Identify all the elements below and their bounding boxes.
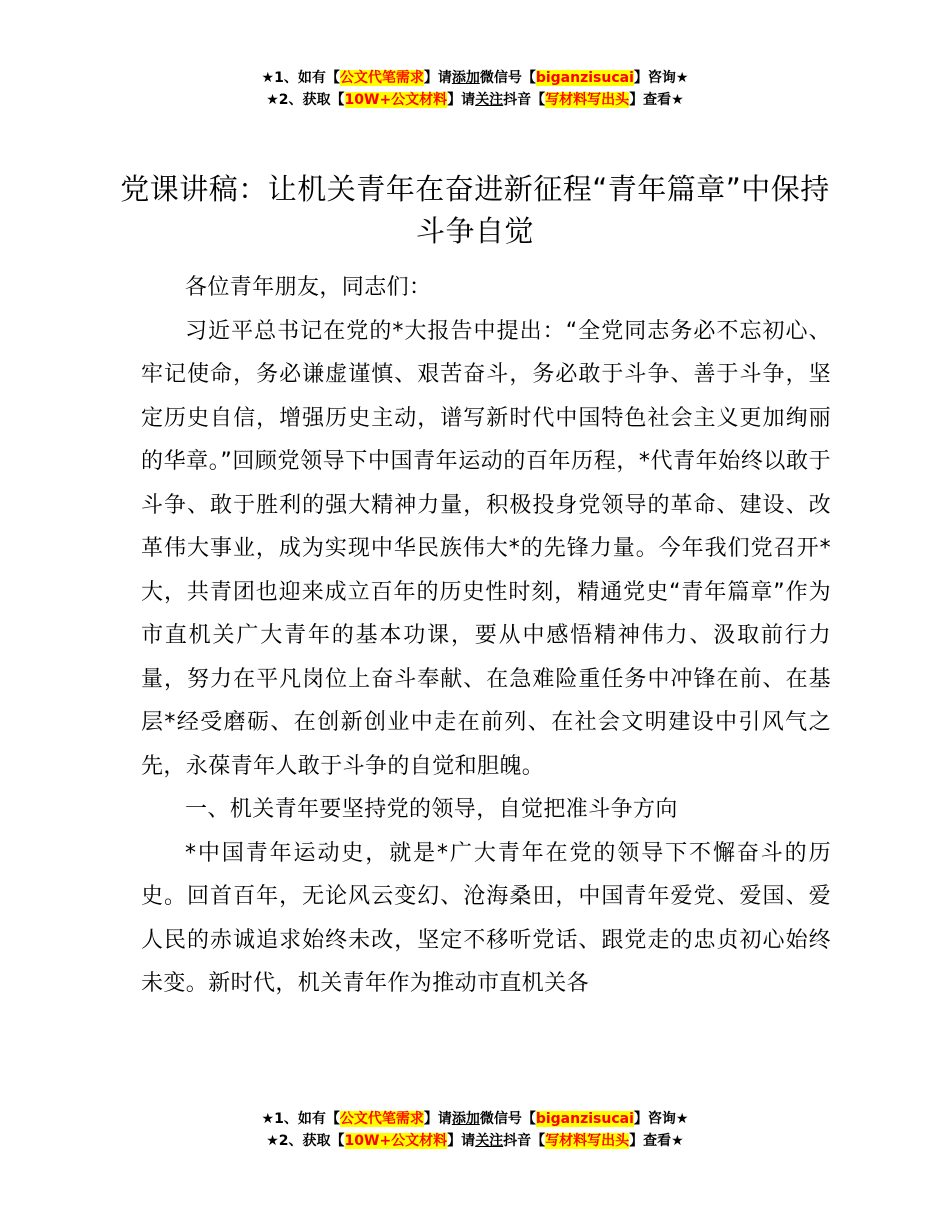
promo-text: 】查看★ <box>629 92 684 108</box>
promo-underlined-text: 关注 <box>475 1133 504 1149</box>
promo-highlight-wechat-id: biganzisucai <box>535 70 634 86</box>
promo-text: 】请 <box>447 92 476 108</box>
body-paragraph: 习近平总书记在党的*大报告中提出：“全党同志务必不忘初心、牢记使命，务必谦虚谨慎、艰苦奋斗，务必敢于斗争、善于斗争，坚定历史自信，增强历史主动，谱写新时代中国特色社会主义更加绚丽的华章。”回顾党领导下中国青年运动的百年历程，*代青年始终以敢于斗争、敢于胜利的强大精神力量，积极投身党领导的革命、建设、改革伟大事业，成为实现中华民族伟大*的先锋力量。今年我们党召开*大，共青团也迎来成立百年的历史性时刻，精通党史“青年篇章”作为市直机关广大青年的基本功课，要从中感悟精神伟力、汲取前行力量，努力在平凡岗位上奋斗奉献、在急难险重任务中冲锋在前、在基层*经受磨砺、在创新创业中走在前列、在社会文明建设中引风气之先，永葆青年人敢于斗争的自觉和胆魄。 <box>141 318 831 779</box>
promo-text: ★1、如有【 <box>261 1111 340 1127</box>
promo-text: 抖音【 <box>503 92 546 108</box>
promo-highlight: 10W+公文材料 <box>344 1133 448 1149</box>
promo-text: 微信号【 <box>479 70 536 86</box>
promo-text: ★2、获取【 <box>266 1133 345 1149</box>
promo-line-1 <box>0 1108 950 1130</box>
footer-promo-banner <box>0 1108 950 1152</box>
section-heading: 一、机关青年要坚持党的领导，自觉把准斗争方向 <box>185 797 678 822</box>
promo-highlight: 10W+公文材料 <box>344 92 448 108</box>
promo-text: 抖音【 <box>503 1133 546 1149</box>
promo-highlight: 公文代笔需求 <box>339 70 424 86</box>
promo-text: 微信号【 <box>479 1111 536 1127</box>
document-body <box>141 266 831 1006</box>
promo-text: 】咨询★ <box>633 70 689 86</box>
promo-highlight-wechat-id: biganzisucai <box>535 1111 634 1127</box>
body-paragraph: *中国青年运动史，就是*广大青年在党的领导下不懈奋斗的历史。回首百年，无论风云变幻、沧海桑田，中国青年爱党、爱国、爱人民的赤诚追求始终未改，坚定不移听党话、跟党走的忠贞初心始终未变。新时代，机关青年作为推动市直机关各 <box>141 840 831 996</box>
promo-text: 】查看★ <box>629 1133 684 1149</box>
promo-text: 】请 <box>423 70 452 86</box>
promo-text: ★2、获取【 <box>266 92 345 108</box>
promo-text: 】咨询★ <box>633 1111 689 1127</box>
promo-highlight-douyin: 写材料写出头 <box>545 1133 630 1149</box>
promo-text: 】请 <box>447 1133 476 1149</box>
promo-highlight: 公文代笔需求 <box>339 1111 424 1127</box>
promo-highlight-douyin: 写材料写出头 <box>545 92 630 108</box>
promo-line-2 <box>0 1130 950 1152</box>
header-promo-banner <box>0 67 950 111</box>
promo-line-2 <box>0 89 950 111</box>
promo-line-1 <box>0 67 950 89</box>
document-title: 党课讲稿：让机关青年在奋进新征程“青年篇章”中保持斗争自觉 <box>120 172 830 248</box>
salutation: 各位青年朋友，同志们： <box>185 275 432 300</box>
promo-underlined-text: 关注 <box>475 92 504 108</box>
promo-underlined-text: 添加 <box>451 1111 480 1127</box>
promo-text: 】请 <box>423 1111 452 1127</box>
promo-underlined-text: 添加 <box>451 70 480 86</box>
promo-text: ★1、如有【 <box>261 70 340 86</box>
